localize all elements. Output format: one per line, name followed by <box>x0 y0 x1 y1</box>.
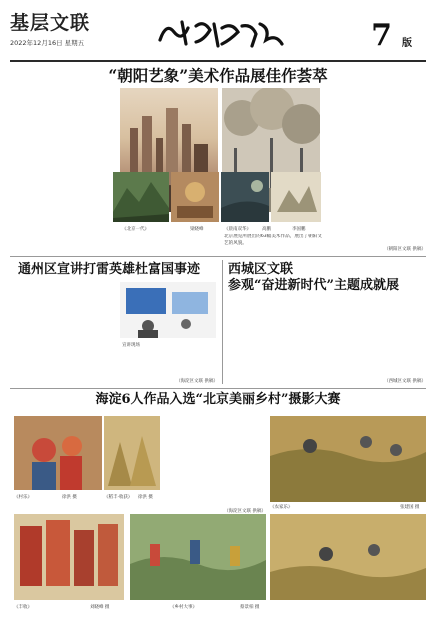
section-title: 基层文联 <box>10 12 91 34</box>
newspaper-logo <box>152 18 292 52</box>
caption-2: 梁晓峰 <box>190 227 204 232</box>
artwork-photo-landscape <box>113 172 169 222</box>
haidian-cap-2: 《稻丰·收获》 <box>104 495 133 500</box>
page-number: 7 <box>371 18 392 53</box>
masthead <box>10 6 426 60</box>
haidian-headline: 海淀6人作品入选“北京美丽乡村”摄影大赛 <box>95 392 341 407</box>
tongzhou-body-2 <box>122 350 218 374</box>
haidian-cap-1: 《村乐》 <box>14 495 32 500</box>
main-article-byline: （朝阳区文联 供稿） <box>384 247 426 252</box>
haidian-photo-1 <box>14 416 102 490</box>
haidian-cap-3b: 张建国 摄 <box>400 505 420 510</box>
haidian-cap-5b: 蔡景柏 摄 <box>240 605 260 610</box>
haidian-photo-5 <box>130 514 266 600</box>
caption-5: 李国鹏 <box>292 227 306 232</box>
artwork-photo-light <box>271 172 321 222</box>
xicheng-body-left <box>228 298 324 380</box>
masthead-rule <box>10 60 426 62</box>
xicheng-headline-line2: 参观“奋进新时代”主题成就展 <box>228 278 399 293</box>
tongzhou-body <box>10 282 110 372</box>
caption-4: 高鹏 <box>262 227 271 232</box>
tongzhou-headline: 通州区宣讲打雷英雄杜富国事迹 <box>18 262 201 277</box>
caption-3: 《晨南双华》 <box>224 227 251 232</box>
haidian-photo-3 <box>270 416 426 502</box>
xicheng-body-right <box>328 298 426 378</box>
haidian-cap-4: 《丰收》 <box>14 605 32 610</box>
xicheng-byline: （西城区文联 供稿） <box>384 379 426 384</box>
haidian-cap-3: 《农家乐》 <box>270 505 293 510</box>
column-divider <box>222 260 223 384</box>
haidian-photo-4 <box>14 514 124 600</box>
main-article-body <box>10 88 110 208</box>
haidian-cap-4b: 刘晓峰 摄 <box>90 605 110 610</box>
artwork-photo-painting <box>171 172 219 222</box>
caption-1: 《北京一代》 <box>122 227 149 232</box>
main-article-body-3 <box>122 234 220 248</box>
section-divider-1 <box>10 256 426 257</box>
artwork-photo-dark <box>221 172 269 222</box>
xicheng-headline-line1: 西城区文联 <box>228 262 294 277</box>
page-suffix: 版 <box>402 38 412 49</box>
main-headline: “朝阳艺象”美术作品展佳作荟萃 <box>108 66 328 85</box>
haidian-photo-2 <box>104 416 160 490</box>
main-article-body-2 <box>10 210 110 228</box>
tongzhou-photo <box>120 282 216 338</box>
haidian-cap-5: 《乡村大事》 <box>170 605 197 610</box>
haidian-cap-1b: 徐洪 摄 <box>62 495 77 500</box>
main-article-body-right <box>326 88 426 228</box>
issue-date: 2022年12月16日 星期五 <box>10 39 85 47</box>
haidian-cap-2b: 徐洪 摄 <box>138 495 153 500</box>
tongzhou-photo-caption: 宣讲现场 <box>122 343 140 348</box>
haidian-body <box>164 416 266 512</box>
main-article-bottom-caption: 北京展览所展出的63幅美术作品，展出了朝阳文艺的风貌。 <box>224 234 322 246</box>
haidian-photo-6 <box>270 514 426 600</box>
section-divider-2 <box>10 388 426 389</box>
tongzhou-byline: （海淀区文联 供稿） <box>176 379 218 384</box>
haidian-byline: （海淀区文联 供稿） <box>224 509 266 514</box>
